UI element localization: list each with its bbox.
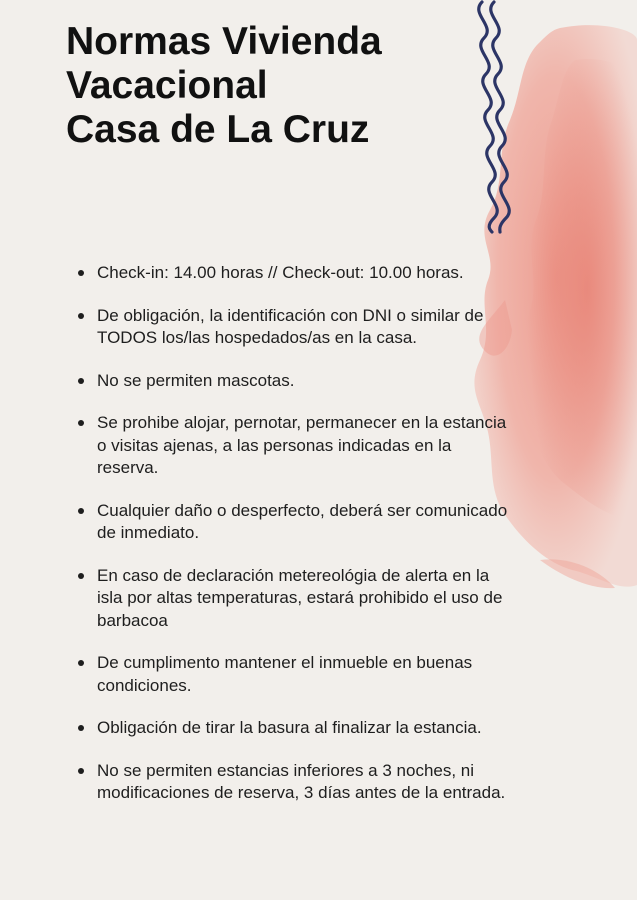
squiggle-lines (479, 2, 509, 232)
title-line-2: Vacacional (66, 64, 268, 107)
rule-item (76, 652, 516, 697)
bullet-icon (78, 378, 84, 384)
rule-item (76, 262, 516, 285)
bullet-icon (78, 660, 84, 666)
rule-item (76, 305, 516, 350)
page-title (66, 20, 382, 152)
rule-text: Se prohibe alojar, pernotar, permanecer en la estancia o visitas ajenas, a las personas indicadas en la reserva. (97, 413, 507, 477)
bullet-icon (78, 508, 84, 514)
rule-text: Cualquier daño o desperfecto, deberá ser comunicado de inmediato. (97, 500, 508, 542)
rule-text: Obligación de tirar la basura al finalizar la estancia. (97, 718, 482, 737)
rules-list (76, 262, 516, 805)
bullet-icon (78, 313, 84, 319)
title-line-1: Normas Vivienda (66, 20, 382, 63)
bullet-icon (78, 573, 84, 579)
rule-item (76, 717, 516, 740)
rule-text: De cumplimento mantener el inmueble en buenas condiciones. (97, 653, 473, 695)
rule-text: En caso de declaración metereológia de alerta en la isla por altas temperaturas, estará prohibido el uso de barbacoa (97, 565, 503, 630)
rule-item (76, 760, 516, 805)
rule-item (76, 500, 516, 545)
bullet-icon (78, 725, 84, 731)
rule-item (76, 412, 516, 480)
bullet-icon (78, 420, 84, 426)
bullet-icon (78, 768, 84, 774)
rule-text: De obligación, la identificación con DNI o similar de TODOS los/las hospedados/as en la casa. (97, 305, 484, 347)
rule-item (76, 370, 516, 393)
rule-text: No se permiten estancias inferiores a 3 noches, ni modificaciones de reserva, 3 días antes de la entrada. (97, 760, 506, 802)
title-line-3: Casa de La Cruz (66, 108, 370, 151)
rule-text: No se permiten mascotas. (97, 370, 295, 390)
bullet-icon (78, 270, 84, 276)
rule-text: Check-in: 14.00 horas // Check-out: 10.00 horas. (97, 263, 464, 282)
rule-item (76, 565, 516, 633)
